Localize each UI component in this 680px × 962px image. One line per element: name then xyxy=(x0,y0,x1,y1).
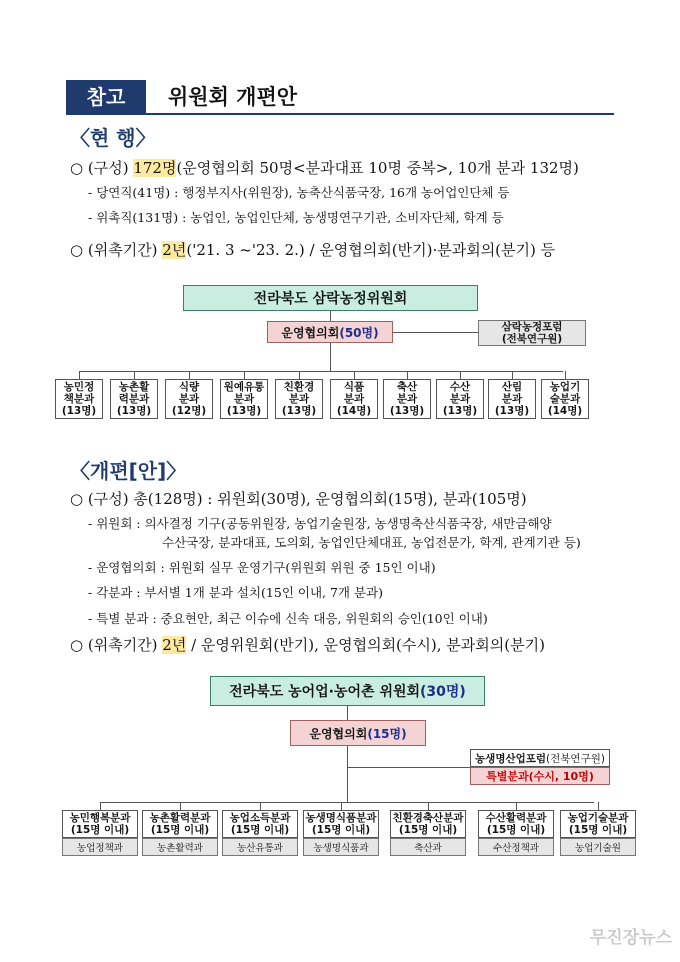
chart2-department-box: 농촌활력과 xyxy=(142,838,218,856)
council-line: - 운영협의회 : 위원회 실무 운영기구(위원회 위원 중 15인 이내) xyxy=(88,560,436,575)
proposal-composition: ○ (구성) 총(128명) : 위원회(30명), 운영협의회(15명), 분과(105명) xyxy=(70,490,527,508)
chart1-division-box: 농촌활 력분과 (13명) xyxy=(110,379,158,419)
proposal-heading: 〈개편[안]〉 xyxy=(70,459,187,483)
chart1-division-box: 산림 분과 (13명) xyxy=(488,379,536,419)
current-term: ○ (위촉기간) 2년('21. 3 ~'23. 2.) / 운영협의회(반기)·분과회의(분기) 등 xyxy=(70,241,556,259)
appointed-line: - 위촉직(131명) : 농업인, 농업인단체, 농생명연구기관, 소비자단체, 학계 등 xyxy=(88,210,504,225)
committee-line-cont: 수산국장, 분과대표, 도의회, 농업인단체대표, 농업전문가, 학계, 관계기관 등) xyxy=(162,535,581,550)
watermark: 무진장뉴스 xyxy=(589,928,672,948)
chart1-division-box: 수산 분과 (13명) xyxy=(436,379,484,419)
chart2-top-box: 전라북도 농어업·농어촌 위원회 (30명) xyxy=(210,676,485,706)
chart2-division-box: 수산활력분과 (15명 이내) xyxy=(478,810,554,838)
chart2-division-box: 농촌활력분과 (15명 이내) xyxy=(142,810,218,838)
chart2-special-box: 특별분과(수시, 10명) xyxy=(470,767,610,785)
ex-officio-line: - 당연직(41명) : 행정부지사(위원장), 농축산식품국장, 16개 농어업인단체 등 xyxy=(88,185,510,200)
chart1-division-box: 농민정 책분과 (13명) xyxy=(55,379,103,419)
chart2-department-box: 농산유통과 xyxy=(222,838,298,856)
chart2-department-box: 농생명식품과 xyxy=(303,838,379,856)
chart1-council-box: 운영협의회 (50명) xyxy=(267,321,393,343)
divisions-line: - 각분과 : 부서별 1개 분과 설치(15인 이내, 7개 분과) xyxy=(88,585,384,600)
chart2-council-box: 운영협의회 (15명) xyxy=(290,720,426,746)
current-heading: 〈현 행〉 xyxy=(70,126,156,150)
special-division-line: - 특별 분과 : 중요현안, 최근 이슈에 신속 대응, 위원회의 승인(10인 이내) xyxy=(88,611,488,626)
chart1-division-box: 농업기 술분과 (14명) xyxy=(541,379,589,419)
chart1-division-box: 원예유통 분과 (13명) xyxy=(220,379,268,419)
proposal-term: ○ (위촉기간) 2년 / 운영위원회(반기), 운영협의회(수시), 분과회의(분기) xyxy=(70,636,545,654)
total-count-highlight: 172명 xyxy=(133,159,177,177)
chart2-department-box: 축산과 xyxy=(390,838,466,856)
chart1-forum-box: 삼락농정포럼 (전북연구원) xyxy=(478,320,586,346)
chart2-division-box: 농업소득분과 (15명 이내) xyxy=(222,810,298,838)
title-divider xyxy=(66,113,614,115)
chart2-division-box: 친환경축산분과 (15명 이내) xyxy=(390,810,466,838)
chart1-top-box: 전라북도 삼락농정위원회 xyxy=(183,285,478,311)
chart2-division-box: 농생명식품분과 (15명 이내) xyxy=(303,810,379,838)
current-composition: ○ (구성) 172명(운영협의회 50명<분과대표 10명 중복>, 10개 분과 132명) xyxy=(70,159,579,177)
reference-badge: 참고 xyxy=(66,80,146,114)
chart1-division-box: 식량 분과 (12명) xyxy=(165,379,213,419)
chart2-department-box: 농업정책과 xyxy=(62,838,138,856)
page-title: 위원회 개편안 xyxy=(168,85,298,109)
chart1-division-box: 축산 분과 (13명) xyxy=(383,379,431,419)
chart2-division-box: 농업기술분과 (15명 이내) xyxy=(560,810,636,838)
chart2-department-box: 농업기술원 xyxy=(560,838,636,856)
chart2-forum-box: 농생명산업포럼 (전북연구원) xyxy=(470,749,610,767)
chart2-department-box: 수산정책과 xyxy=(478,838,554,856)
committee-line: - 위원회 : 의사결정 기구(공동위원장, 농업기술원장, 농생명축산식품국장, 새만금해양 xyxy=(88,516,552,531)
chart2-division-box: 농민행복분과 (15명 이내) xyxy=(62,810,138,838)
chart1-division-box: 식품 분과 (14명) xyxy=(330,379,378,419)
chart1-division-box: 친환경 분과 (13명) xyxy=(275,379,323,419)
